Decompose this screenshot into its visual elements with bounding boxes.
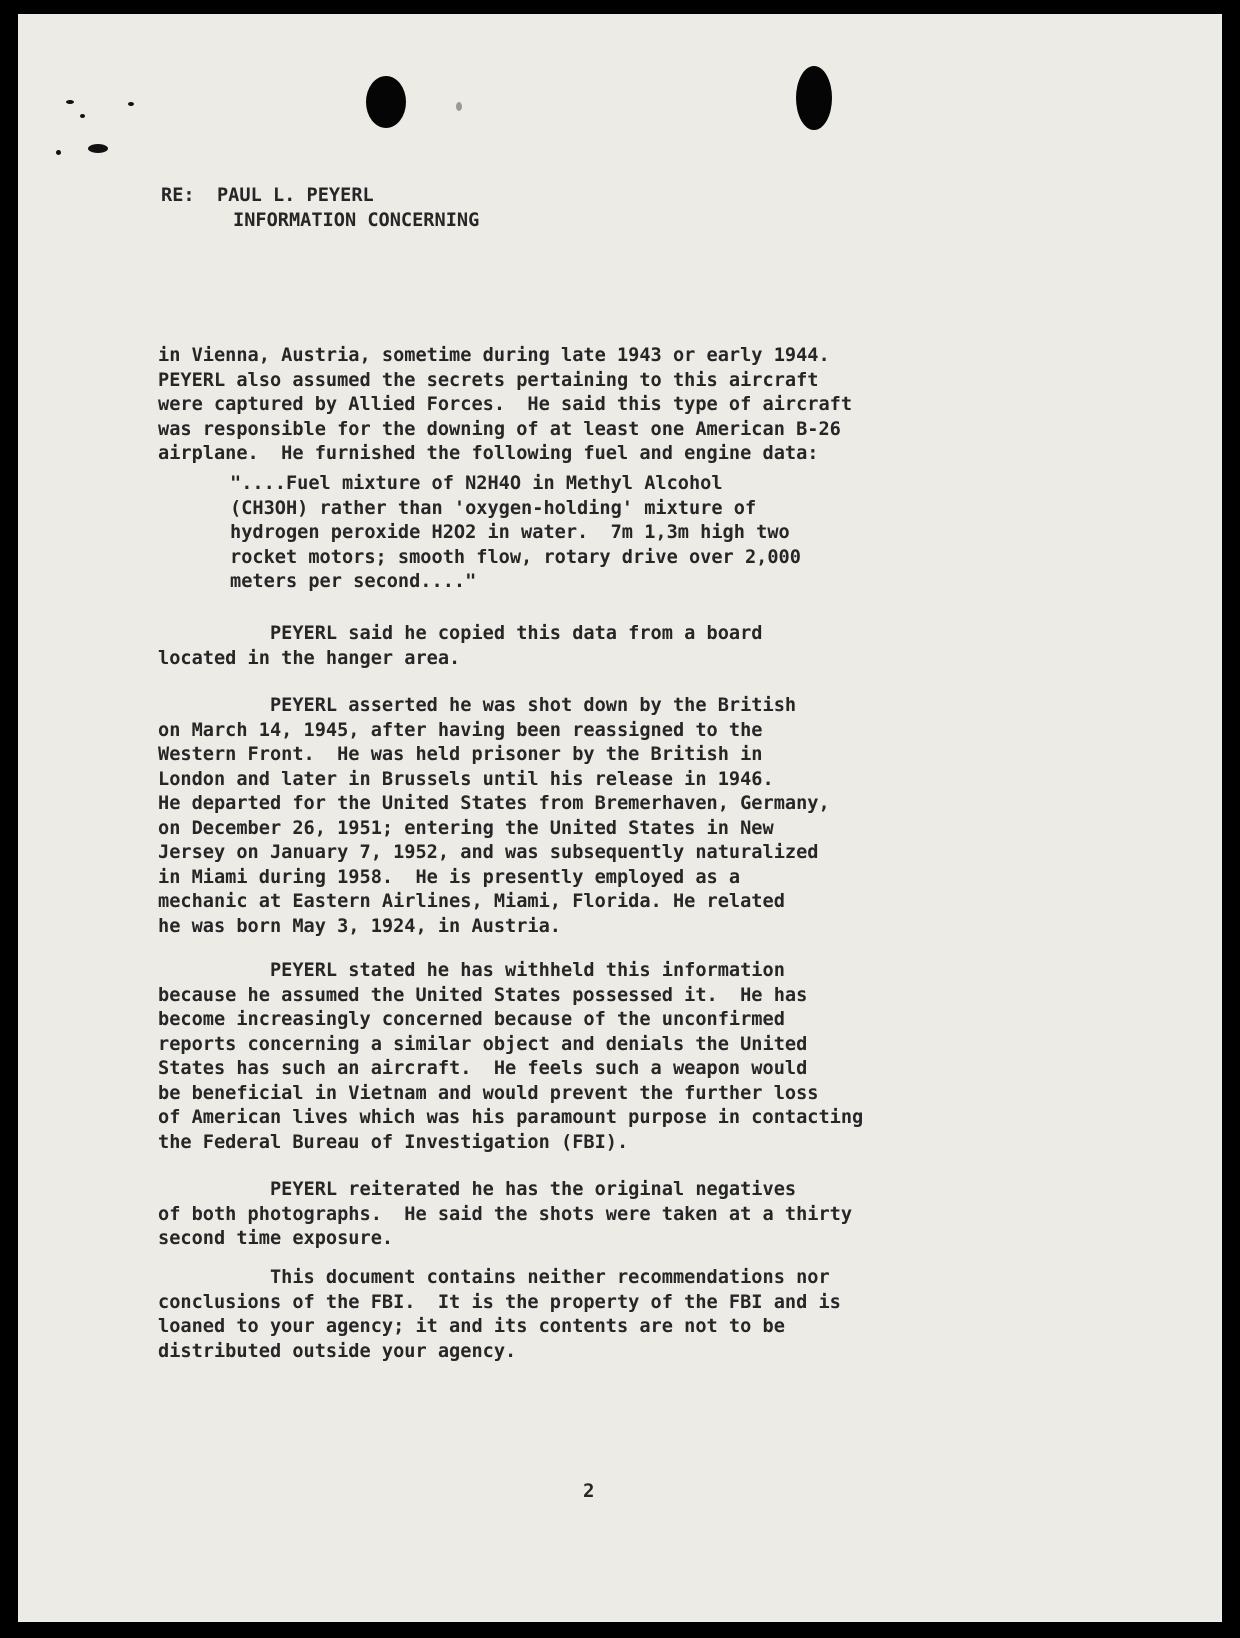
paragraph-3: PEYERL asserted he was shot down by the British on March 14, 1945, after having been reassigned to the Western Front. He was held prisoner by the British in London and later in Brussels until his release in 1946. He departed for the United States from Bremerhaven, Germany, on December 26, 1951; entering the United States in New Jersey on January 7, 1952, and was subsequently naturalized in Miami during 1958. He is presently employed as a mechanic at Eastern Airlines, Miami, Florida. He related he was born May 3, 1924, in Austria. (158, 695, 830, 937)
paragraph-4: PEYERL stated he has withheld this information because he assumed the United States possessed it. He has become increasingly concerned because of the unconfirmed reports concerning a similar object and denials the United States has such an aircraft. He feels such a weapon would be beneficial in Vietnam and would prevent the further loss of American lives which was his paramount purpose in contacting the Federal Bureau of Investigation (FBI). (158, 960, 864, 1153)
subject-line2: INFORMATION CONCERNING (233, 210, 480, 231)
page-number: 2 (583, 1480, 595, 1502)
paragraph-1: in Vienna, Austria, sometime during late 1943 or early 1944. PEYERL also assumed the secrets pertaining to this aircraft were captured by Allied Forces. He said this type of aircraft was responsible for the downing of at least one American B-26 airplane. He furnished the following fuel and engine data: (158, 345, 853, 464)
quoted-data: "....Fuel mixture of N2H4O in Methyl Alcohol (CH3OH) rather than 'oxygen-holding' mixture of hydrogen peroxide H2O2 in water. 7m 1,3m high two rocket motors; smooth flow, rotary drive over 2,000 meters per second...." (230, 473, 801, 592)
paragraph-5: PEYERL reiterated he has the original negatives of both photographs. He said the shots were taken at a thirty second time exposure. (158, 1179, 853, 1249)
ink-smudge (80, 114, 85, 118)
paragraph-2: PEYERL said he copied this data from a board located in the hanger area. (158, 623, 763, 669)
punch-hole-left (366, 76, 406, 128)
paragraph-6: This document contains neither recommendations nor conclusions of the FBI. It is the property of the FBI and is loaned to your agency; it and its contents are not to be distributed outside your agency. (158, 1267, 841, 1362)
ink-smudge (88, 144, 108, 153)
punch-hole-right (796, 66, 832, 130)
re-line (161, 184, 374, 209)
ink-smudge (456, 102, 462, 111)
ink-smudge (56, 150, 61, 155)
subject-name: PAUL L. PEYERL (216, 185, 374, 206)
ink-smudge (66, 100, 74, 104)
document-page (18, 14, 1222, 1622)
re-label: RE: (161, 185, 195, 206)
ink-smudge (128, 102, 134, 106)
